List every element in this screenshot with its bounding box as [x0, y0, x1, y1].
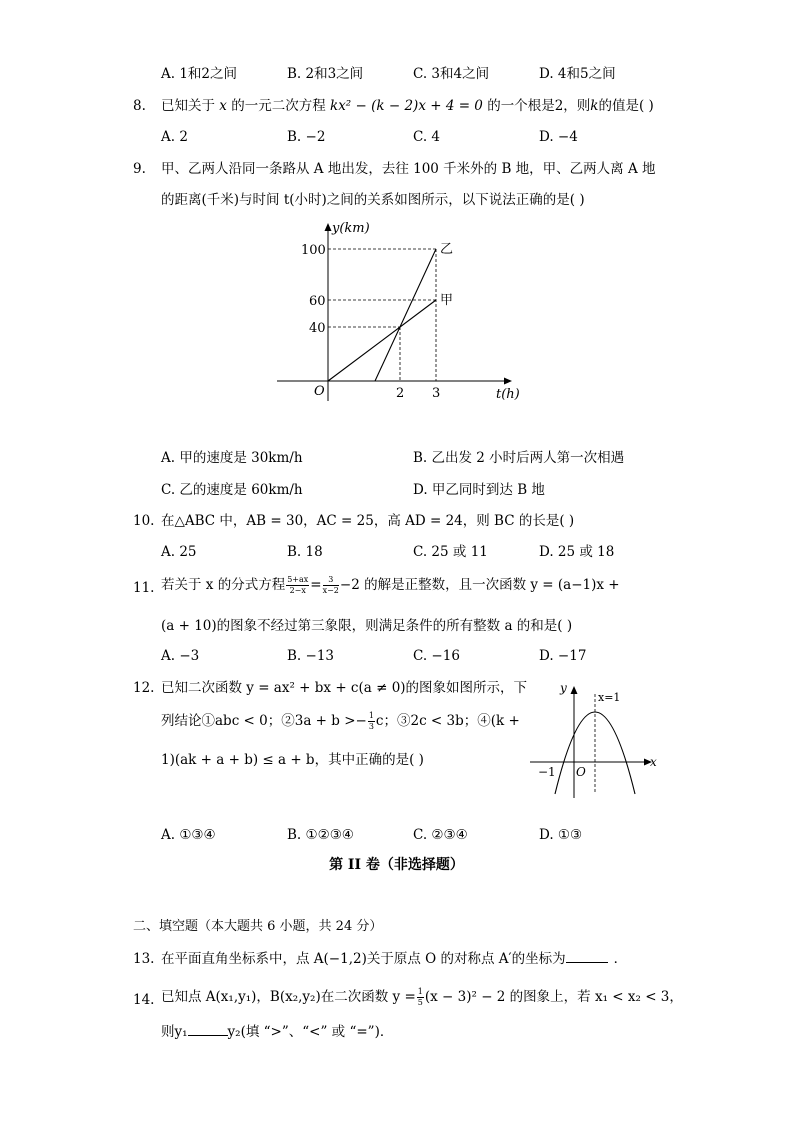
q14-stem-line1: 已知点 A(x₁,y₁)，B(x₂,y₂)在二次函数 y = $\frac{1}{5}$ (x − 3)² − 2 的图象上，若 x₁ < x₂ < 3，	[161, 987, 683, 1007]
q9-option-b: B. 乙出发 2 小时后两人第一次相遇	[413, 450, 625, 466]
graph1-tick-2: 2	[396, 386, 405, 401]
q8-option-d: D. −4	[539, 129, 578, 145]
q7-option-c: C. 3和4之间	[413, 66, 490, 82]
part2-heading: 二、填空题（本大题共 6 小题，共 24 分）	[133, 919, 383, 934]
graph2-neg-one: −1	[538, 765, 556, 779]
q11-number: 11.	[133, 580, 155, 596]
graph2-y-label: y	[560, 681, 567, 695]
q8-number: 8.	[133, 98, 146, 114]
q11-fraction-1: $\frac{5+ax}{2-x}$	[287, 575, 309, 595]
q12-stem-line2: 列结论①abc < 0；②3a + b >− $\frac{1}{3}$ c；③2c < 3b；④(k +	[161, 711, 520, 731]
q8-option-c: C. 4	[413, 129, 441, 145]
graph1-y-arrow	[325, 223, 332, 231]
q11-option-b: B. −13	[287, 648, 334, 664]
graph1-tick-60: 60	[309, 294, 326, 309]
q14-answer-blank[interactable]	[188, 1035, 228, 1036]
q9-option-c: C. 乙的速度是 60km/h	[161, 482, 303, 498]
q8-option-b: B. −2	[287, 129, 326, 145]
q9-stem-line1: 甲、乙两人沿同一条路从 A 地出发，去往 100 千米外的 B 地，甲、乙两人离 A 地	[161, 161, 656, 177]
graph2-origin: O	[576, 765, 586, 779]
q12-parabola-graph	[528, 676, 668, 806]
line-jia	[328, 300, 436, 381]
q10-stem: 在△ABC 中，AB = 30，AC = 25，高 AD = 24，则 BC 的长是( )	[161, 513, 575, 529]
q12-option-d: D. ①③	[539, 827, 583, 843]
q9-option-a: A. 甲的速度是 30km/h	[161, 450, 303, 466]
q7-option-b: B. 2和3之间	[287, 66, 364, 82]
graph1-x-arrow	[504, 378, 512, 385]
q9-distance-time-graph	[270, 215, 530, 405]
q10-option-b: B. 18	[287, 544, 323, 560]
graph1-tick-40: 40	[309, 321, 326, 336]
q14-stem-line2: 则y₁ y₂(填 “>”、“<” 或 “=”)．	[161, 1024, 394, 1040]
q12-stem-line3: 1)(ak + a + b) ≤ a + b，其中正确的是( )	[161, 752, 424, 768]
graph1-x-label: t(h)	[496, 387, 520, 402]
q7-option-d: D. 4和5之间	[539, 66, 616, 82]
q8-option-a: A. 2	[161, 129, 188, 145]
graph1-y-label: y(km)	[332, 221, 370, 236]
graph1-origin: O	[314, 384, 325, 399]
section2-title: 第 II 卷（非选择题）	[329, 857, 464, 873]
q9-option-d: D. 甲乙同时到达 B 地	[413, 482, 545, 498]
q12-stem-line1: 已知二次函数 y = ax² + bx + c(a ≠ 0)的图象如图所示，下	[161, 680, 528, 696]
q11-option-a: A. −3	[161, 648, 200, 664]
graph1-label-jia: 甲	[440, 293, 454, 308]
q11-fraction-2: $\frac{3}{x-2}$	[322, 575, 339, 595]
q13-stem: 在平面直角坐标系中，点 A(−1,2)关于原点 O 的对称点 A′的坐标为 ．	[161, 951, 628, 967]
graph1-label-yi: 乙	[440, 242, 454, 257]
q11-stem-line1: 若关于 x 的分式方程 $\frac{5+ax}{2-x}$ = $\frac{3}{x-2}$ −2 的解是正整数，且一次函数 y = (a−1)x +	[161, 575, 620, 595]
q13-number: 13.	[133, 951, 155, 967]
q11-option-d: D. −17	[539, 648, 587, 664]
q12-option-c: C. ②③④	[413, 827, 468, 843]
q13-answer-blank[interactable]	[566, 962, 608, 963]
q10-option-d: D. 25 或 18	[539, 544, 615, 560]
graph2-y-arrow	[571, 686, 578, 694]
graph2-x-label: x	[650, 755, 657, 769]
q9-stem-line2: 的距离(千米)与时间 t(小时)之间的关系如图所示，以下说法正确的是( )	[161, 192, 585, 208]
q10-option-c: C. 25 或 11	[413, 544, 488, 560]
graph1-tick-3: 3	[432, 386, 441, 401]
q12-number: 12.	[133, 680, 155, 696]
q12-option-b: B. ①②③④	[287, 827, 354, 843]
q11-stem-line2: (a + 10)的图象不经过第三象限，则满足条件的所有整数 a 的和是( )	[161, 618, 573, 634]
q9-number: 9.	[133, 161, 146, 177]
q12-fraction: $\frac{1}{3}$	[368, 711, 374, 731]
q8-stem: 已知关于 x 的一元二次方程 kx² − (k − 2)x + 4 = 0 的一个根是2，则k的值是( )	[161, 98, 654, 114]
q10-number: 10.	[133, 513, 155, 529]
q14-fraction: $\frac{1}{5}$	[417, 987, 423, 1007]
q11-option-c: C. −16	[413, 648, 460, 664]
q10-option-a: A. 25	[161, 544, 197, 560]
graph2-axis-label: x=1	[598, 691, 621, 704]
q14-number: 14.	[133, 992, 155, 1008]
q7-option-a: A. 1和2之间	[161, 66, 238, 82]
q12-option-a: A. ①③④	[161, 827, 216, 843]
line-yi	[375, 249, 436, 381]
graph1-tick-100: 100	[301, 243, 326, 258]
